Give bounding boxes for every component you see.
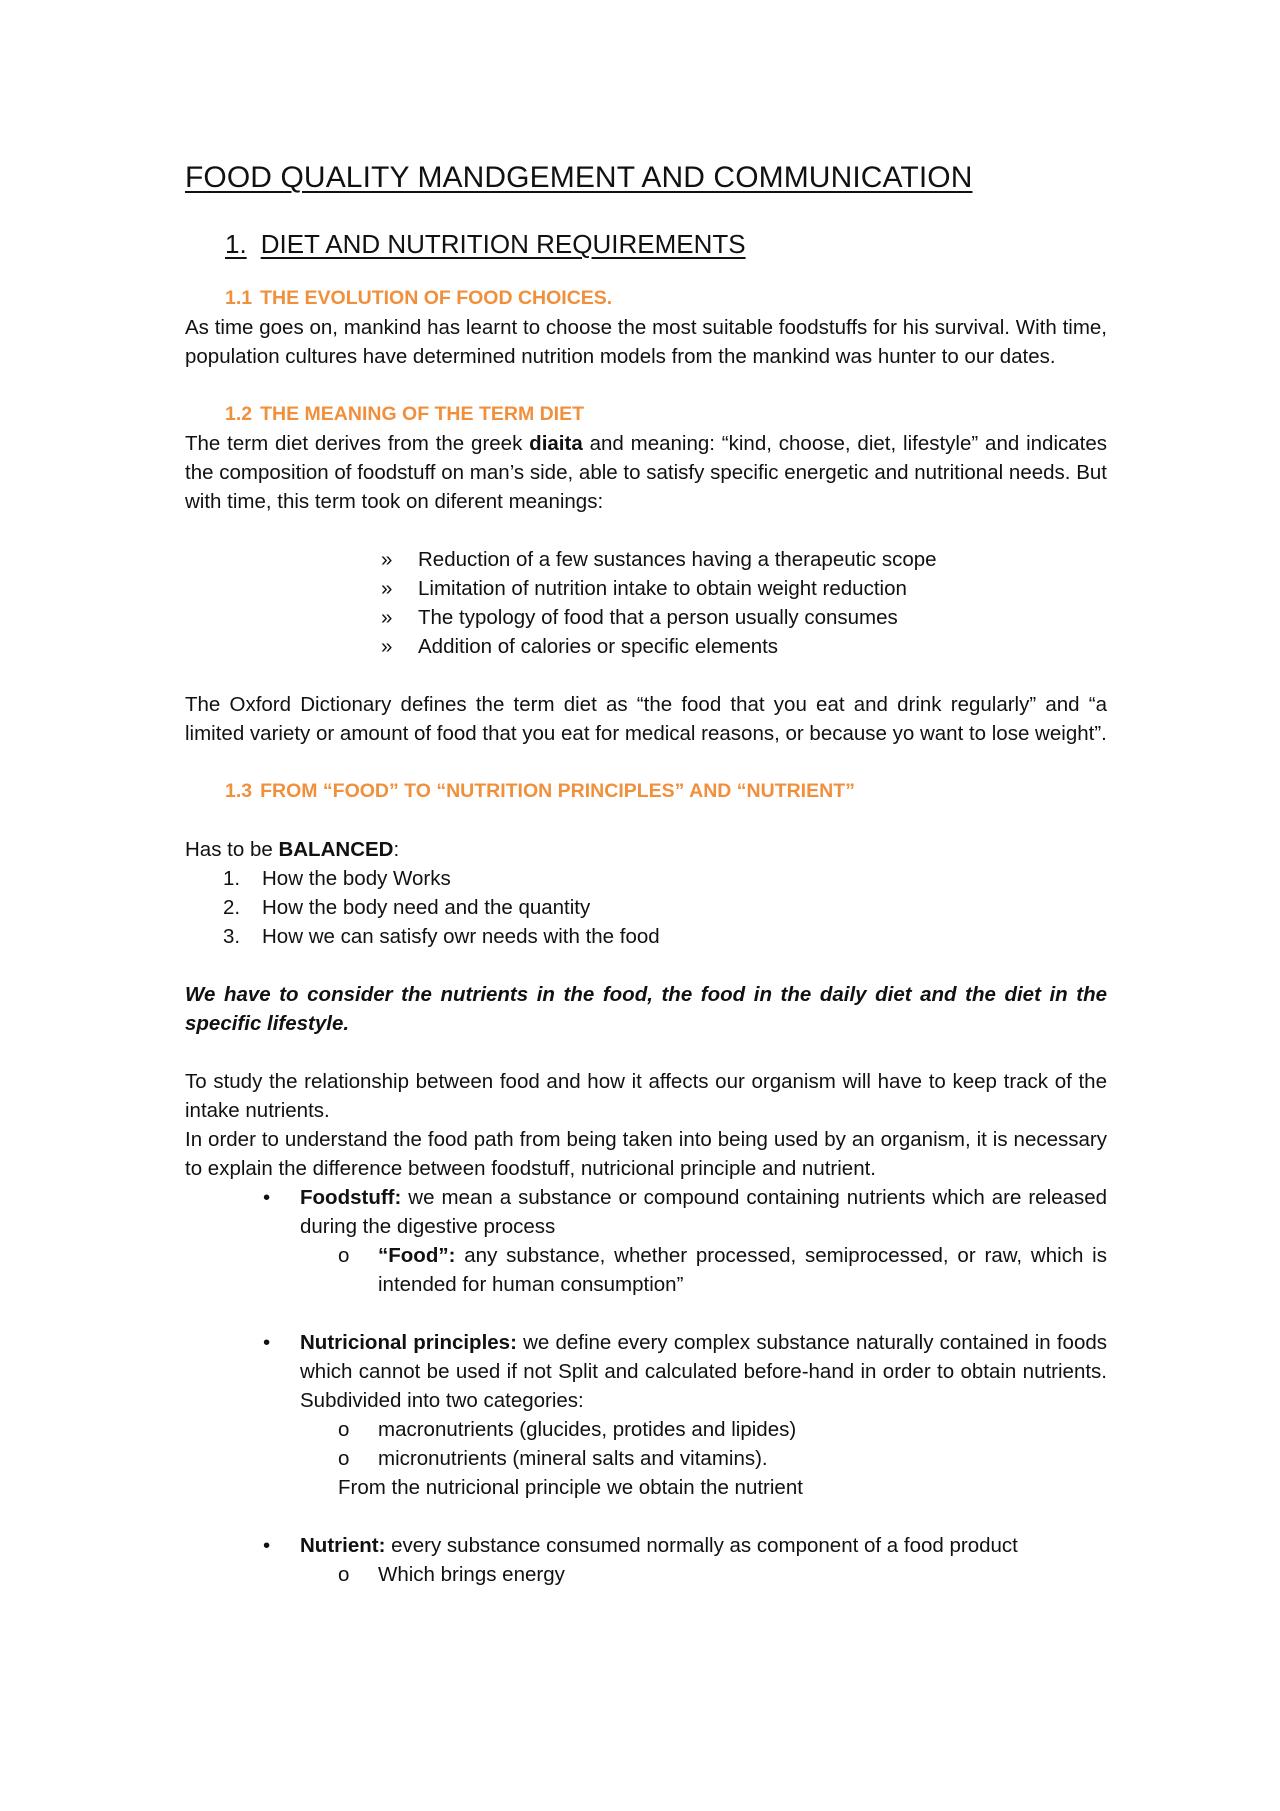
subsection-heading-1-3	[225, 777, 1107, 806]
subsection-heading-1-2	[225, 400, 1107, 429]
meanings-list	[185, 545, 1107, 661]
list-item	[185, 545, 1107, 574]
foodstuff-bullet	[185, 1183, 1107, 1241]
list-item-text: Addition of calories or specific elements	[418, 635, 779, 658]
bullet-text: every substance consumed normally as component of a food product	[385, 1534, 1018, 1557]
circle-bullet-icon: o	[338, 1418, 350, 1441]
bullet-text: macronutrients (glucides, protides and lipides)	[378, 1418, 797, 1441]
paragraph-text: Has to be	[185, 838, 279, 861]
bullet-text: micronutrients (mineral salts and vitamins).	[378, 1447, 768, 1470]
bullet-dot-icon: •	[263, 1534, 271, 1557]
subsection-title: THE EVOLUTION OF FOOD CHOICES.	[260, 287, 613, 309]
chevron-bullet-icon: »	[381, 577, 393, 600]
list-item-text: How the body need and the quantity	[262, 896, 591, 919]
bold-term: Nutricional principles:	[300, 1331, 517, 1354]
chevron-bullet-icon: »	[381, 548, 393, 571]
spacer	[185, 1038, 1107, 1067]
diet-meaning-paragraph	[185, 429, 1107, 516]
spacer	[185, 1299, 1107, 1328]
section-number: 1.	[225, 229, 247, 259]
balanced-list	[185, 864, 1107, 951]
circle-bullet-icon: o	[338, 1447, 350, 1470]
list-item-text: Reduction of a few sustances having a therapeutic scope	[418, 548, 937, 571]
list-number: 2.	[223, 896, 241, 919]
list-item	[185, 574, 1107, 603]
bullet-text: any substance, whether processed, semiprocessed, or raw, which is intended for human consumption”	[378, 1244, 1107, 1296]
spacer	[185, 1502, 1107, 1531]
section-title: DIET AND NUTRITION REQUIREMENTS	[260, 229, 746, 259]
section-heading-1	[225, 228, 1107, 260]
circle-bullet-icon: o	[338, 1244, 350, 1267]
list-item	[185, 922, 1107, 951]
document-page	[185, 150, 1107, 1589]
principles-bullet	[185, 1328, 1107, 1415]
list-item-text: How the body Works	[262, 867, 451, 890]
subsection-number: 1.1	[225, 287, 253, 309]
list-number: 1.	[223, 867, 241, 890]
list-item	[185, 632, 1107, 661]
bullet-text: we define every complex substance naturally contained in foods which cannot be used if not Split and calculated before-hand in order to obtain nutrients. Subdivided into two categories:	[300, 1331, 1107, 1412]
subsection-heading-1-1	[225, 284, 1107, 313]
chevron-bullet-icon: »	[381, 635, 393, 658]
list-item-text: Limitation of nutrition intake to obtain weight reduction	[418, 577, 907, 600]
bullet-text: Which brings energy	[378, 1563, 565, 1586]
nutrient-bullet	[185, 1531, 1107, 1560]
evolution-paragraph: As time goes on, mankind has learnt to choose the most suitable foodstuffs for his survival. With time, population cultures have determined nutrition models from the mankind was hunter to our dates.	[185, 316, 1107, 368]
paragraph-text: The term diet derives from the greek	[185, 432, 530, 455]
bold-term: “Food”:	[378, 1244, 456, 1267]
spacer	[185, 661, 1107, 690]
oxford-paragraph: The Oxford Dictionary defines the term diet as “the food that you eat and drink regularly” and “a limited variety or amount of food that you eat for medical reasons, or because yo want to lose weight”.	[185, 693, 1107, 745]
list-item	[185, 603, 1107, 632]
energy-sub-bullet	[185, 1560, 1107, 1589]
chevron-bullet-icon: »	[381, 606, 393, 629]
list-item	[185, 893, 1107, 922]
list-number: 3.	[223, 925, 241, 948]
bold-term: Nutrient:	[300, 1534, 386, 1557]
principles-note: From the nutricional principle we obtain the nutrient	[338, 1476, 803, 1499]
bold-term: BALANCED	[278, 838, 394, 861]
food-sub-bullet	[185, 1241, 1107, 1299]
bullet-dot-icon: •	[263, 1331, 271, 1354]
bold-term: Foodstuff:	[300, 1186, 402, 1209]
document-title: FOOD QUALITY MANDGEMENT AND COMMUNICATION	[185, 161, 973, 194]
order-paragraph: In order to understand the food path from being taken into being used by an organism, it is necessary to explain the difference between foodstuff, nutricional principle and nutrient.	[185, 1128, 1107, 1180]
paragraph-text: :	[393, 838, 400, 861]
emphasis-statement: We have to consider the nutrients in the food, the food in the daily diet and the diet in the specific lifestyle.	[185, 983, 1107, 1035]
bullet-dot-icon: •	[263, 1186, 271, 1209]
study-paragraph: To study the relationship between food and how it affects our organism will have to keep track of the intake nutrients.	[185, 1070, 1107, 1122]
paragraph-text: and meaning: “kind, choose, diet, lifestyle” and indicates the composition of foodstuff on man’s side, able to satisfy specific energetic and nutritional needs. But with time, this term took on diferent meanings:	[185, 432, 1107, 513]
subsection-number: 1.2	[225, 403, 253, 425]
micronutrients-sub-bullet	[185, 1444, 1107, 1473]
bold-term: diaita	[529, 432, 583, 455]
macronutrients-sub-bullet	[185, 1415, 1107, 1444]
balanced-line	[185, 835, 1107, 864]
subsection-title: THE MEANING OF THE TERM DIET	[260, 403, 585, 425]
list-item-text: The typology of food that a person usually consumes	[418, 606, 898, 629]
spacer	[185, 806, 1107, 835]
circle-bullet-icon: o	[338, 1563, 350, 1586]
list-item-text: How we can satisfy owr needs with the food	[262, 925, 660, 948]
subsection-number: 1.3	[225, 780, 253, 802]
subsection-title: FROM “FOOD” TO “NUTRITION PRINCIPLES” AND “NUTRIENT”	[260, 780, 855, 802]
bullet-text: we mean a substance or compound containing nutrients which are released during the digestive process	[300, 1186, 1107, 1238]
list-item	[185, 864, 1107, 893]
